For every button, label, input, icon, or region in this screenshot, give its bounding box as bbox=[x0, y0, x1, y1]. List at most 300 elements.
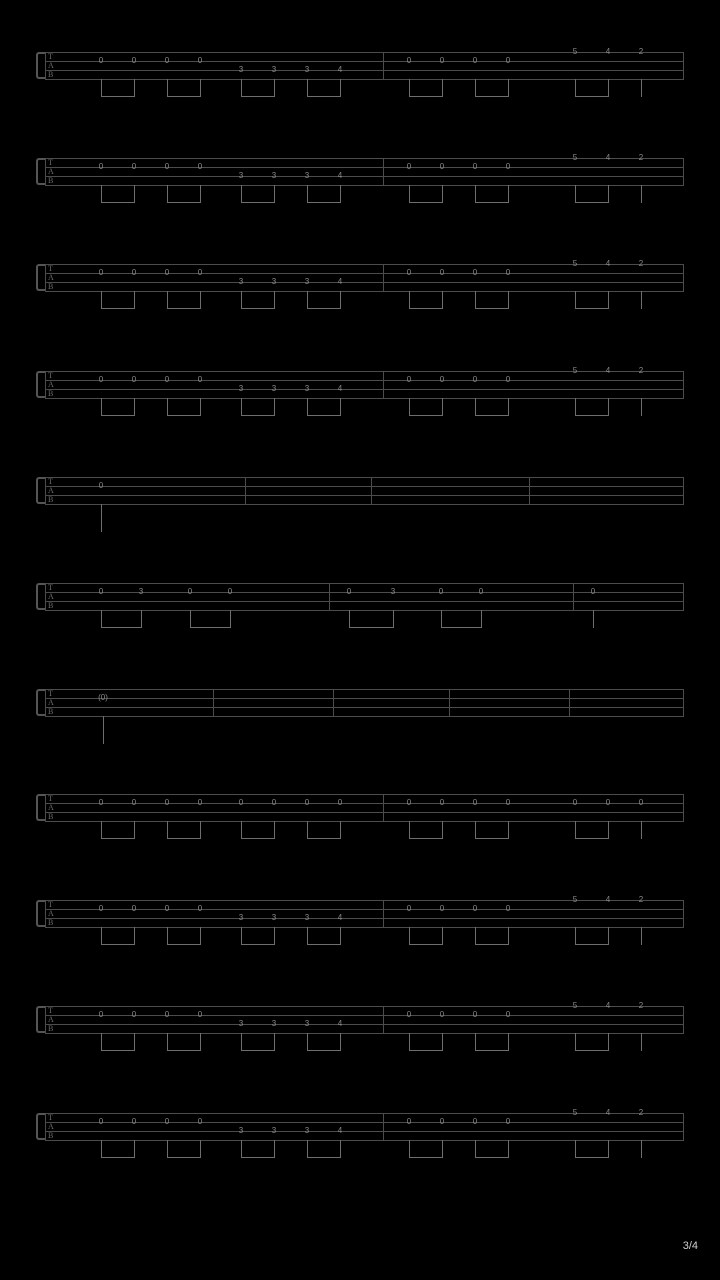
tab-clef-letter: T bbox=[48, 900, 53, 909]
tab-note: 0 bbox=[472, 798, 478, 807]
bar-line bbox=[383, 371, 384, 398]
note-beam bbox=[575, 415, 608, 416]
staff-line bbox=[45, 167, 684, 168]
note-stem bbox=[134, 1033, 135, 1051]
staff-line bbox=[45, 282, 684, 283]
tab-note: 0 bbox=[98, 375, 104, 384]
note-beam bbox=[101, 1157, 134, 1158]
note-stem bbox=[442, 821, 443, 839]
note-beam bbox=[307, 96, 340, 97]
tab-clef-letter: T bbox=[48, 371, 53, 380]
note-stem bbox=[101, 927, 102, 945]
tab-clef-letter: A bbox=[48, 380, 54, 389]
tab-note: 0 bbox=[590, 587, 596, 596]
staff-line bbox=[45, 477, 684, 478]
tab-note: 0 bbox=[164, 798, 170, 807]
staff-line bbox=[45, 504, 684, 505]
note-stem bbox=[608, 927, 609, 945]
note-stem bbox=[241, 1033, 242, 1051]
tab-note: 4 bbox=[337, 913, 343, 922]
staff-line bbox=[45, 79, 684, 80]
note-beam bbox=[475, 838, 508, 839]
note-stem bbox=[307, 1140, 308, 1158]
note-stem bbox=[241, 1140, 242, 1158]
tab-clef-letter: A bbox=[48, 1015, 54, 1024]
tab-note: 0 bbox=[605, 798, 611, 807]
note-stem bbox=[608, 291, 609, 309]
tab-clef-letter: B bbox=[48, 70, 54, 79]
tab-note: 0 bbox=[98, 56, 104, 65]
note-beam bbox=[167, 1050, 200, 1051]
tab-note: 2 bbox=[638, 895, 644, 904]
note-stem bbox=[441, 610, 442, 628]
staff-line bbox=[45, 821, 684, 822]
tab-note: 0 bbox=[505, 56, 511, 65]
note-stem bbox=[307, 927, 308, 945]
staff-bracket bbox=[36, 371, 45, 398]
tab-note: 3 bbox=[238, 913, 244, 922]
tab-clef-letter: A bbox=[48, 167, 54, 176]
staff-line bbox=[45, 716, 684, 717]
note-stem bbox=[340, 1033, 341, 1051]
tab-note: 0 bbox=[337, 798, 343, 807]
tab-note: 3 bbox=[238, 384, 244, 393]
note-beam bbox=[575, 96, 608, 97]
tab-note: 0 bbox=[131, 1010, 137, 1019]
note-stem bbox=[134, 79, 135, 97]
tab-note: 0 bbox=[131, 375, 137, 384]
note-beam bbox=[575, 944, 608, 945]
tab-note: 0 bbox=[187, 587, 193, 596]
note-beam bbox=[409, 1050, 442, 1051]
note-stem bbox=[508, 291, 509, 309]
note-stem bbox=[134, 927, 135, 945]
note-stem bbox=[103, 716, 104, 744]
tab-clef-letter: B bbox=[48, 812, 54, 821]
note-beam bbox=[167, 1157, 200, 1158]
tab-note: 0 bbox=[304, 798, 310, 807]
tab-note: 0 bbox=[572, 798, 578, 807]
note-stem bbox=[167, 1140, 168, 1158]
tab-note: 0 bbox=[238, 798, 244, 807]
tab-note: 4 bbox=[605, 1108, 611, 1117]
note-stem bbox=[409, 398, 410, 416]
note-stem bbox=[575, 821, 576, 839]
tab-clef bbox=[48, 371, 54, 398]
staff-line bbox=[45, 900, 684, 901]
tab-clef bbox=[48, 158, 54, 185]
tab-note: 0 bbox=[638, 798, 644, 807]
bar-line bbox=[45, 477, 46, 504]
tab-system bbox=[36, 153, 684, 185]
note-beam bbox=[101, 944, 134, 945]
staff-bracket bbox=[36, 1006, 45, 1033]
note-stem bbox=[340, 291, 341, 309]
note-beam bbox=[575, 308, 608, 309]
note-stem bbox=[167, 79, 168, 97]
note-beam bbox=[307, 202, 340, 203]
note-beam bbox=[307, 838, 340, 839]
note-stem bbox=[442, 1033, 443, 1051]
tab-note: 5 bbox=[572, 1001, 578, 1010]
tab-clef bbox=[48, 264, 54, 291]
note-beam bbox=[241, 1157, 274, 1158]
tab-note: 0 bbox=[197, 798, 203, 807]
tab-note: 0 bbox=[439, 56, 445, 65]
bar-line bbox=[569, 689, 570, 716]
tab-note: 0 bbox=[164, 268, 170, 277]
note-stem bbox=[274, 398, 275, 416]
tab-note: 0 bbox=[505, 798, 511, 807]
note-stem bbox=[274, 1033, 275, 1051]
note-stem bbox=[167, 185, 168, 203]
tab-note: 4 bbox=[605, 1001, 611, 1010]
tab-note: 0 bbox=[131, 56, 137, 65]
tab-note: 0 bbox=[197, 56, 203, 65]
staff-line bbox=[45, 291, 684, 292]
staff-line bbox=[45, 371, 684, 372]
tab-note: 0 bbox=[439, 162, 445, 171]
tab-note: 0 bbox=[406, 375, 412, 384]
tab-note: 0 bbox=[439, 1117, 445, 1126]
tab-note: 0 bbox=[98, 268, 104, 277]
note-stem bbox=[409, 821, 410, 839]
staff-line bbox=[45, 707, 684, 708]
note-stem bbox=[575, 79, 576, 97]
tab-note: 4 bbox=[605, 153, 611, 162]
note-beam bbox=[475, 1050, 508, 1051]
note-stem bbox=[230, 610, 231, 628]
note-stem bbox=[307, 79, 308, 97]
note-beam bbox=[101, 415, 134, 416]
note-stem bbox=[200, 821, 201, 839]
tab-note: 0 bbox=[98, 587, 104, 596]
bar-line bbox=[683, 794, 684, 821]
bar-line bbox=[683, 900, 684, 927]
tab-clef-letter: T bbox=[48, 158, 53, 167]
tab-system bbox=[36, 583, 684, 610]
tab-note: 0 bbox=[505, 268, 511, 277]
bar-line bbox=[383, 794, 384, 821]
tab-clef-letter: B bbox=[48, 707, 54, 716]
tab-clef bbox=[48, 583, 54, 610]
note-stem bbox=[134, 185, 135, 203]
note-beam bbox=[475, 944, 508, 945]
tab-clef-letter: A bbox=[48, 486, 54, 495]
tab-note: 0 bbox=[197, 904, 203, 913]
note-stem bbox=[167, 1033, 168, 1051]
note-stem bbox=[101, 185, 102, 203]
bar-line bbox=[573, 583, 574, 610]
note-beam bbox=[475, 202, 508, 203]
staff-line bbox=[45, 698, 684, 699]
staff bbox=[45, 895, 684, 927]
tab-note: 3 bbox=[238, 171, 244, 180]
note-stem bbox=[393, 610, 394, 628]
note-stem bbox=[475, 185, 476, 203]
tab-note: 0 bbox=[505, 1010, 511, 1019]
tab-note: 0 bbox=[164, 56, 170, 65]
tab-clef-letter: T bbox=[48, 583, 53, 592]
tab-clef bbox=[48, 794, 54, 821]
tab-note: 0 bbox=[406, 904, 412, 913]
staff-bracket bbox=[36, 477, 45, 504]
bar-line bbox=[683, 1113, 684, 1140]
tab-note: 0 bbox=[439, 268, 445, 277]
note-stem bbox=[641, 1033, 642, 1051]
bar-line bbox=[383, 1113, 384, 1140]
tab-note: 0 bbox=[439, 798, 445, 807]
staff-line bbox=[45, 380, 684, 381]
tab-note: 3 bbox=[238, 1126, 244, 1135]
note-stem bbox=[508, 79, 509, 97]
tab-note: 4 bbox=[337, 1126, 343, 1135]
tab-note: 4 bbox=[605, 259, 611, 268]
tab-note: 0 bbox=[472, 162, 478, 171]
tab-note: 4 bbox=[605, 366, 611, 375]
note-stem bbox=[593, 610, 594, 628]
bar-line bbox=[45, 900, 46, 927]
tab-note: 0 bbox=[439, 904, 445, 913]
note-beam bbox=[409, 1157, 442, 1158]
note-stem bbox=[442, 185, 443, 203]
note-stem bbox=[409, 1033, 410, 1051]
note-stem bbox=[167, 291, 168, 309]
staff-line bbox=[45, 61, 684, 62]
tab-clef bbox=[48, 1006, 54, 1033]
note-beam bbox=[101, 1050, 134, 1051]
staff-line bbox=[45, 1122, 684, 1123]
note-stem bbox=[101, 79, 102, 97]
note-beam bbox=[241, 838, 274, 839]
staff-line bbox=[45, 909, 684, 910]
tab-note: 0 bbox=[98, 904, 104, 913]
note-stem bbox=[134, 398, 135, 416]
staff-line bbox=[45, 812, 684, 813]
note-beam bbox=[575, 838, 608, 839]
tab-note: 0 bbox=[131, 268, 137, 277]
tab-system bbox=[36, 689, 684, 716]
tab-note: 0 bbox=[197, 375, 203, 384]
staff-line bbox=[45, 185, 684, 186]
tab-note: 3 bbox=[271, 1019, 277, 1028]
note-stem bbox=[307, 185, 308, 203]
note-stem bbox=[200, 927, 201, 945]
tab-system bbox=[36, 895, 684, 927]
bar-line bbox=[45, 689, 46, 716]
bar-line bbox=[45, 583, 46, 610]
note-stem bbox=[340, 185, 341, 203]
tab-note: 0 bbox=[98, 481, 104, 490]
bar-line bbox=[383, 52, 384, 79]
note-beam bbox=[409, 96, 442, 97]
tab-note: 0 bbox=[164, 1117, 170, 1126]
bar-line bbox=[683, 264, 684, 291]
note-beam bbox=[475, 415, 508, 416]
note-stem bbox=[340, 1140, 341, 1158]
note-beam bbox=[575, 1050, 608, 1051]
tab-note: 0 bbox=[98, 1117, 104, 1126]
note-stem bbox=[101, 504, 102, 532]
tab-note: 4 bbox=[605, 895, 611, 904]
note-stem bbox=[442, 398, 443, 416]
note-stem bbox=[409, 185, 410, 203]
tab-note: 0 bbox=[164, 162, 170, 171]
note-stem bbox=[475, 1033, 476, 1051]
tab-clef-letter: A bbox=[48, 803, 54, 812]
note-stem bbox=[641, 398, 642, 416]
tab-system bbox=[36, 1108, 684, 1140]
tab-note: 3 bbox=[304, 1126, 310, 1135]
note-stem bbox=[608, 185, 609, 203]
tab-note: 3 bbox=[304, 277, 310, 286]
note-stem bbox=[241, 927, 242, 945]
tab-note: 4 bbox=[605, 47, 611, 56]
note-stem bbox=[508, 1033, 509, 1051]
note-stem bbox=[608, 821, 609, 839]
note-stem bbox=[641, 821, 642, 839]
tab-note: 3 bbox=[271, 171, 277, 180]
staff-line bbox=[45, 689, 684, 690]
note-beam bbox=[307, 308, 340, 309]
staff-line bbox=[45, 1113, 684, 1114]
tab-note: 0 bbox=[478, 587, 484, 596]
tab-note: 3 bbox=[304, 913, 310, 922]
staff bbox=[45, 259, 684, 291]
note-beam bbox=[241, 415, 274, 416]
note-stem bbox=[475, 291, 476, 309]
tab-note: 0 bbox=[164, 1010, 170, 1019]
staff bbox=[45, 477, 684, 504]
note-stem bbox=[167, 927, 168, 945]
note-stem bbox=[608, 1140, 609, 1158]
note-stem bbox=[340, 398, 341, 416]
tab-system bbox=[36, 366, 684, 398]
tab-clef-letter: A bbox=[48, 61, 54, 70]
tab-note: (0) bbox=[98, 693, 108, 702]
tab-system bbox=[36, 477, 684, 504]
bar-line bbox=[45, 1113, 46, 1140]
note-stem bbox=[340, 79, 341, 97]
note-stem bbox=[167, 821, 168, 839]
note-stem bbox=[475, 398, 476, 416]
note-beam bbox=[101, 96, 134, 97]
staff-bracket bbox=[36, 264, 45, 291]
tab-clef-letter: B bbox=[48, 389, 54, 398]
bar-line bbox=[683, 158, 684, 185]
staff bbox=[45, 153, 684, 185]
note-stem bbox=[575, 927, 576, 945]
note-beam bbox=[575, 202, 608, 203]
note-stem bbox=[101, 1033, 102, 1051]
tab-note: 3 bbox=[238, 277, 244, 286]
bar-line bbox=[683, 371, 684, 398]
tab-note: 0 bbox=[197, 1010, 203, 1019]
staff-line bbox=[45, 1131, 684, 1132]
bar-line bbox=[45, 371, 46, 398]
note-beam bbox=[409, 944, 442, 945]
staff-line bbox=[45, 389, 684, 390]
note-stem bbox=[134, 1140, 135, 1158]
tab-note: 0 bbox=[406, 1117, 412, 1126]
tab-note: 5 bbox=[572, 153, 578, 162]
note-stem bbox=[340, 927, 341, 945]
staff-bracket bbox=[36, 794, 45, 821]
tab-note: 0 bbox=[406, 268, 412, 277]
note-beam bbox=[167, 96, 200, 97]
tab-note: 0 bbox=[271, 798, 277, 807]
bar-line bbox=[371, 477, 372, 504]
note-stem bbox=[200, 1033, 201, 1051]
tab-note: 2 bbox=[638, 1001, 644, 1010]
bar-line bbox=[333, 689, 334, 716]
tab-note: 0 bbox=[131, 162, 137, 171]
note-stem bbox=[101, 610, 102, 628]
note-beam bbox=[167, 202, 200, 203]
note-stem bbox=[575, 398, 576, 416]
note-stem bbox=[575, 1033, 576, 1051]
note-stem bbox=[200, 291, 201, 309]
tab-clef-letter: T bbox=[48, 264, 53, 273]
note-beam bbox=[409, 308, 442, 309]
note-stem bbox=[641, 927, 642, 945]
note-stem bbox=[475, 927, 476, 945]
note-stem bbox=[241, 398, 242, 416]
note-beam bbox=[241, 308, 274, 309]
tab-note: 4 bbox=[337, 1019, 343, 1028]
tab-clef bbox=[48, 900, 54, 927]
tab-clef-letter: A bbox=[48, 1122, 54, 1131]
note-stem bbox=[409, 927, 410, 945]
tab-note: 0 bbox=[438, 587, 444, 596]
note-beam bbox=[575, 1157, 608, 1158]
tab-note: 0 bbox=[472, 268, 478, 277]
tab-clef-letter: T bbox=[48, 1006, 53, 1015]
staff-line bbox=[45, 794, 684, 795]
note-stem bbox=[307, 821, 308, 839]
note-stem bbox=[641, 1140, 642, 1158]
note-stem bbox=[274, 821, 275, 839]
staff-line bbox=[45, 398, 684, 399]
note-beam bbox=[475, 1157, 508, 1158]
tab-note: 5 bbox=[572, 259, 578, 268]
note-beam bbox=[475, 308, 508, 309]
tab-note: 3 bbox=[271, 1126, 277, 1135]
note-stem bbox=[641, 79, 642, 97]
note-beam bbox=[101, 202, 134, 203]
page-number: 3/4 bbox=[682, 1240, 698, 1252]
tab-note: 4 bbox=[337, 384, 343, 393]
note-stem bbox=[190, 610, 191, 628]
note-stem bbox=[101, 1140, 102, 1158]
bar-line bbox=[683, 583, 684, 610]
tab-clef-letter: B bbox=[48, 1024, 54, 1033]
staff-line bbox=[45, 583, 684, 584]
note-beam bbox=[167, 415, 200, 416]
tab-note: 0 bbox=[439, 375, 445, 384]
note-stem bbox=[241, 291, 242, 309]
staff-line bbox=[45, 803, 684, 804]
note-stem bbox=[475, 821, 476, 839]
staff-line bbox=[45, 927, 684, 928]
tab-note: 0 bbox=[406, 162, 412, 171]
tab-note: 2 bbox=[638, 47, 644, 56]
note-stem bbox=[349, 610, 350, 628]
tab-note: 0 bbox=[164, 375, 170, 384]
note-stem bbox=[274, 291, 275, 309]
tab-system bbox=[36, 259, 684, 291]
tab-note: 2 bbox=[638, 366, 644, 375]
